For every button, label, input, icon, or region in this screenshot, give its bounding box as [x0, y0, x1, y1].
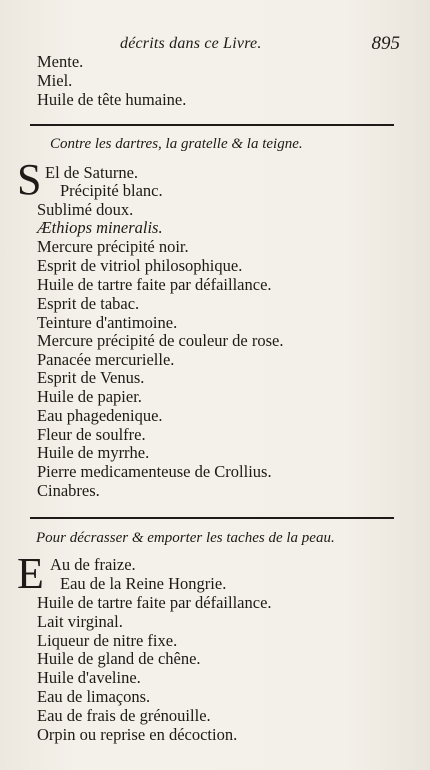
list-item: Huile de tartre faite par défaillance.: [37, 275, 272, 294]
list-item: Orpin ou reprise en décoction.: [37, 725, 238, 744]
list-item: Huile d'aveline.: [37, 668, 141, 687]
list-item: Lait virginal.: [37, 612, 123, 631]
drop-cap: S: [17, 155, 42, 204]
section-title: Pour décrasser & emporter les taches de la peau.: [36, 530, 335, 546]
list-item: Esprit de vitriol philosophique.: [37, 256, 243, 275]
list-item: Eau de la Reine Hongrie.: [60, 574, 227, 593]
list-item: Pierre medicamenteuse de Crollius.: [37, 462, 272, 481]
list-item: Sublimé doux.: [37, 200, 134, 219]
list-item: Cinabres.: [37, 481, 100, 500]
list-item: Liqueur de nitre fixe.: [37, 631, 178, 650]
list-item: Eau de limaçons.: [37, 687, 151, 706]
list-item: Eau de frais de grénouille.: [37, 706, 211, 725]
section-divider: [30, 124, 394, 126]
list-item: Eau phagedenique.: [37, 406, 163, 425]
list-item: Mente.: [37, 52, 84, 71]
list-item: Huile de tartre faite par défaillance.: [37, 593, 272, 612]
list-item: Esprit de tabac.: [37, 294, 140, 313]
section-title: Contre les dartres, la gratelle & la teigne.: [50, 136, 303, 152]
list-item: Huile de gland de chêne.: [37, 649, 201, 668]
list-item: Panacée mercurielle.: [37, 350, 175, 369]
drop-cap: E: [17, 549, 44, 598]
list-item: Æthiops mineralis.: [37, 218, 163, 237]
list-item: Teinture d'antimoine.: [37, 313, 178, 332]
section-divider: [30, 517, 394, 519]
list-item: Fleur de soulfre.: [37, 425, 146, 444]
list-item: Précipité blanc.: [60, 181, 163, 200]
list-item: Au de fraize.: [50, 555, 136, 574]
page-number: 895: [371, 33, 400, 54]
list-item: Mercure précipité noir.: [37, 237, 189, 256]
list-item: Esprit de Venus.: [37, 368, 145, 387]
list-item: Huile de papier.: [37, 387, 142, 406]
list-item: Huile de myrrhe.: [37, 443, 150, 462]
list-item: Miel.: [37, 71, 73, 90]
running-head: décrits dans ce Livre.: [120, 35, 262, 52]
list-item: El de Saturne.: [45, 163, 139, 182]
list-item: Huile de tête humaine.: [37, 90, 187, 109]
list-item: Mercure précipité de couleur de rose.: [37, 331, 284, 350]
